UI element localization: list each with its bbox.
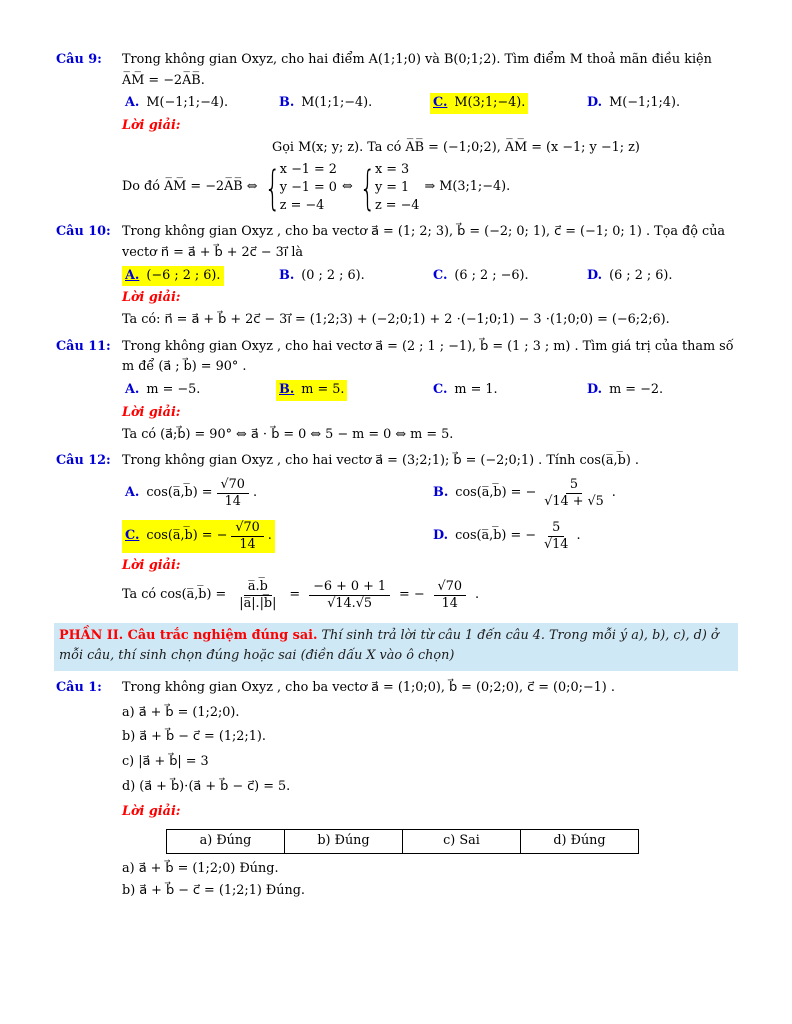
- option-d: [584, 380, 738, 401]
- phan2-title: PHẦN II. Câu trắc nghiệm đúng sai.: [59, 627, 318, 643]
- solution-line: Ta có: n⃗ = a⃗ + b⃗ + 2c⃗ − 3i⃗ = (1;2;3) + (−2;0;1) + 2 ⋅(−1;0;1) − 3 ⋅(1;0;0) = (−6;2;6).: [122, 311, 670, 327]
- option-d: [584, 266, 738, 287]
- option-a: [122, 380, 276, 401]
- question-12-label: Câu 12:: [56, 453, 111, 469]
- option-a-content-correct: [122, 266, 224, 287]
- question-9: [56, 50, 738, 217]
- option-text: (6 ; 2 ; 6).: [609, 267, 673, 283]
- option-text: cos(a̅,b̅) =: [146, 485, 213, 501]
- statement-d: d) (a⃗ + b⃗)⋅(a⃗ + b⃗ − c⃗) = 5.: [122, 778, 291, 794]
- option-letter: D.: [587, 95, 603, 111]
- option-text: .: [576, 528, 581, 544]
- equation-text: =: [289, 586, 301, 602]
- table-row: [167, 830, 639, 854]
- option-letter: A.: [125, 267, 140, 283]
- equation-text: = −: [399, 586, 425, 602]
- option-d-content: [584, 93, 683, 114]
- fraction-denominator: 14: [239, 536, 256, 552]
- solution-line: Gọi M(x; y; z). Ta có A̅B̅ = (−1;0;2), A̅M̅ = (x −1; y −1; z): [272, 139, 640, 155]
- solution-line: [122, 161, 738, 215]
- question-12: [56, 451, 738, 613]
- option-c: [430, 266, 584, 287]
- fraction-denominator: 14: [224, 493, 241, 509]
- fraction-denominator: √14: [544, 536, 569, 552]
- option-c-content: [430, 380, 501, 401]
- option-text: .: [252, 485, 258, 501]
- solution-line: b) a⃗ + b⃗ − c⃗ = (1;2;1) Đúng.: [122, 882, 305, 898]
- statement-c: c) |a⃗ + b⃗| = 3: [122, 754, 209, 770]
- option-d-content: [430, 520, 584, 553]
- question-12-options: [122, 477, 738, 553]
- system-rows: [375, 161, 419, 215]
- fraction-numerator: 5: [548, 520, 564, 537]
- fraction-numerator: −6 + 0 + 1: [309, 579, 390, 596]
- option-c: [430, 93, 584, 114]
- question-11-stem: Trong không gian Oxyz , cho hai vectơ a⃗ = (2 ; 1 ; −1), b⃗ = (1 ; 3 ; m) . Tìm giá trị của tham số m để (a⃗ ; b⃗) = 90° .: [122, 338, 734, 375]
- option-a-content: [122, 477, 260, 510]
- solution-line: a) a⃗ + b⃗ = (1;2;0) Đúng.: [122, 861, 279, 877]
- question-1-label: Câu 1:: [56, 680, 102, 696]
- option-text: (−6 ; 2 ; 6).: [146, 267, 221, 283]
- question-10-label: Câu 10:: [56, 224, 111, 240]
- fraction: [540, 520, 572, 553]
- option-b-content: [430, 477, 619, 510]
- option-text: M(1;1;−4).: [301, 95, 373, 111]
- fraction: [434, 579, 466, 612]
- fraction: [540, 477, 608, 510]
- option-text: (6 ; 2 ; −6).: [454, 267, 529, 283]
- question-1-statements: [122, 703, 738, 798]
- fraction-numerator: √70: [217, 477, 249, 494]
- fraction-numerator: √70: [434, 579, 466, 596]
- option-text: M(−1;1;−4).: [146, 95, 229, 111]
- equation-system: [358, 161, 420, 215]
- option-d: [584, 93, 738, 114]
- option-text: .: [267, 528, 272, 544]
- option-letter: C.: [433, 267, 448, 283]
- question-10-options: [122, 266, 738, 287]
- question-1-stem: Trong không gian Oxyz , cho ba vectơ a⃗ = (1;0;0), b⃗ = (0;2;0), c⃗ = (0;0;−1) .: [122, 680, 615, 696]
- option-c-content-correct: [122, 520, 275, 553]
- option-letter: B.: [279, 382, 295, 398]
- option-b: [276, 266, 430, 287]
- equation-text: .: [475, 586, 480, 602]
- equation-text: Ta có cos(a̅,b̅) =: [122, 586, 227, 602]
- fraction: [235, 579, 280, 612]
- option-text: M(−1;1;4).: [609, 95, 681, 111]
- option-text: m = 1.: [454, 382, 498, 398]
- solution-heading: Lời giải:: [122, 290, 181, 306]
- option-b: [276, 93, 430, 114]
- system-row: z = −4: [279, 197, 325, 213]
- option-a: [122, 266, 276, 287]
- fraction-denominator: |a̅|.|b̅|: [239, 595, 277, 611]
- option-b-content: [276, 93, 375, 114]
- left-brace: {: [264, 160, 281, 215]
- option-letter: C.: [433, 382, 448, 398]
- option-d: [430, 520, 738, 553]
- fraction-numerator: 5: [566, 477, 582, 494]
- option-a-content: [122, 93, 231, 114]
- phan2-banner: [54, 623, 738, 671]
- option-d-content: [584, 266, 675, 287]
- option-letter: B.: [433, 485, 449, 501]
- fraction-denominator: √14 + √5: [544, 493, 604, 509]
- option-text: cos(a̅,b̅) = −: [455, 528, 537, 544]
- question-1-part2: [56, 678, 738, 902]
- option-text: cos(a̅,b̅) = −: [146, 528, 228, 544]
- system-row: y = 1: [374, 179, 410, 195]
- solution-heading: Lời giải:: [122, 404, 181, 420]
- option-letter: C.: [433, 95, 448, 111]
- option-letter: B.: [279, 267, 295, 283]
- system-row: x = 3: [374, 161, 410, 177]
- table-cell-c: c) Sai: [403, 830, 521, 854]
- question-11-options: [122, 380, 738, 401]
- table-cell-a: a) Đúng: [167, 830, 285, 854]
- option-b: [276, 380, 430, 401]
- system-row: z = −4: [374, 197, 420, 213]
- option-c-content: [430, 266, 532, 287]
- option-letter: B.: [279, 95, 295, 111]
- question-12-stem: Trong không gian Oxyz , cho hai vectơ a⃗ = (3;2;1); b⃗ = (−2;0;1) . Tính cos(a̅,b̅) .: [122, 453, 639, 469]
- option-c: [122, 520, 430, 553]
- question-11: [56, 337, 738, 447]
- option-b-content-correct: [276, 380, 347, 401]
- equation-text: ⇒ M(3;1;−4).: [424, 179, 511, 195]
- fraction: [231, 520, 263, 553]
- equation-system: [263, 161, 337, 215]
- option-text: (0 ; 2 ; 6).: [301, 267, 365, 283]
- fraction-numerator: a̅.b̅: [244, 579, 272, 596]
- option-letter: A.: [125, 382, 140, 398]
- option-c: [430, 380, 584, 401]
- option-letter: C.: [125, 528, 140, 544]
- table-cell-d: d) Đúng: [521, 830, 639, 854]
- option-b: [430, 477, 738, 510]
- table-cell-b: b) Đúng: [285, 830, 403, 854]
- fraction-numerator: √70: [231, 520, 263, 537]
- question-9-stem: Trong không gian Oxyz, cho hai điểm A(1;1;0) và B(0;1;2). Tìm điểm M thoả mãn điều kiện: [122, 52, 712, 67]
- option-d-content: [584, 380, 666, 401]
- question-10-stem: Trong không gian Oxyz , cho ba vectơ a⃗ = (1; 2; 3), b⃗ = (−2; 0; 1), c⃗ = (−1; 0; 1) . Tọa độ của vectơ n⃗ = a⃗ + b⃗ + 2c⃗ − 3i⃗ là: [122, 224, 726, 260]
- system-row: x −1 = 2: [279, 161, 337, 177]
- option-letter: D.: [587, 267, 603, 283]
- option-text: m = 5.: [301, 382, 345, 398]
- option-text: m = −5.: [146, 382, 201, 398]
- statement-b: b) a⃗ + b⃗ − c⃗ = (1;2;1).: [122, 729, 266, 745]
- question-9-options: [122, 93, 738, 114]
- answer-table: [166, 829, 639, 854]
- option-a: [122, 93, 276, 114]
- option-a: [122, 477, 430, 510]
- option-letter: A.: [125, 95, 140, 111]
- system-row: y −1 = 0: [279, 179, 337, 195]
- statement-a: a) a⃗ + b⃗ = (1;2;0).: [122, 704, 240, 720]
- question-10: [56, 222, 738, 332]
- solution-heading: Lời giải:: [122, 557, 181, 573]
- option-a-content: [122, 380, 203, 401]
- solution-line: Ta có (a⃗;b⃗) = 90° ⇔ a⃗ ⋅ b⃗ = 0 ⇔ 5 − m = 0 ⇔ m = 5.: [122, 426, 454, 442]
- fraction: [309, 579, 390, 612]
- option-text: M(3;1;−4).: [454, 95, 526, 111]
- option-letter: A.: [125, 485, 140, 501]
- question-9-stem-equation: A̅M̅ = −2A̅B̅.: [122, 72, 205, 88]
- option-text: m = −2.: [609, 382, 664, 398]
- option-letter: D.: [433, 528, 449, 544]
- fraction-denominator: 14: [441, 595, 458, 611]
- option-letter: D.: [587, 382, 603, 398]
- option-c-content-correct: [430, 93, 528, 114]
- equation-text: Do đó A̅M̅ = −2A̅B̅ ⇔: [122, 179, 258, 195]
- fraction-denominator: √14.√5: [327, 595, 372, 611]
- phan2-description: Thí sinh trả lời từ câu 1 đến câu 4. Trong mỗi ý a), b), c), d) ở mỗi câu, thí sinh chọn đúng hoặc sai (điền dấu X vào ô chọn): [59, 627, 719, 664]
- option-b-content: [276, 266, 368, 287]
- question-9-label: Câu 9:: [56, 52, 102, 67]
- left-brace: {: [359, 160, 376, 215]
- solution-line: [122, 579, 738, 612]
- question-11-label: Câu 11:: [56, 338, 111, 354]
- solution-heading: Lời giải:: [122, 118, 181, 134]
- system-rows: [280, 161, 337, 215]
- option-text: .: [611, 485, 616, 501]
- fraction: [217, 477, 249, 510]
- option-text: cos(a̅,b̅) = −: [455, 485, 537, 501]
- equation-text: ⇔: [341, 179, 353, 195]
- solution-heading: Lời giải:: [122, 803, 181, 819]
